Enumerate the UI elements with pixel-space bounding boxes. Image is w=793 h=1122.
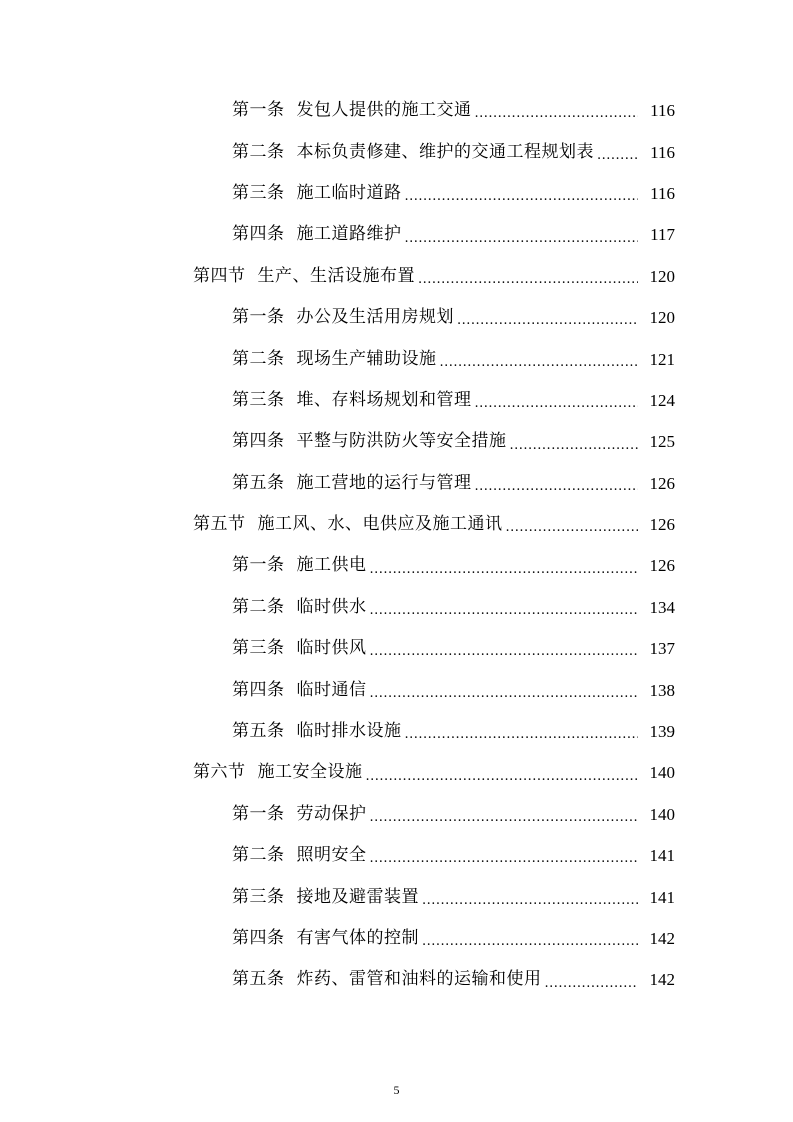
toc-entry-label: 第三条 <box>232 182 285 203</box>
toc-entry-label: 第二条 <box>232 596 285 617</box>
toc-entry-label: 第一条 <box>232 555 285 576</box>
toc-entry-page: 137 <box>649 639 675 659</box>
toc-entry-title: 接地及避雷装置 <box>296 886 419 907</box>
toc-entry-label: 第一条 <box>232 803 285 824</box>
toc-entry-label: 第一条 <box>232 307 285 328</box>
toc-entry-title: 有害气体的控制 <box>296 928 419 948</box>
toc-entry-page: 138 <box>649 680 675 700</box>
toc-entry-page: 124 <box>649 390 675 410</box>
toc-entry-label: 第二条 <box>232 845 285 866</box>
toc-entry-label: 第三条 <box>232 638 285 659</box>
toc-section-entry[interactable] <box>0 504 793 545</box>
toc-entry[interactable] <box>0 421 793 462</box>
toc-entry-page: 140 <box>649 763 675 783</box>
toc-entry-title: 堆、存料场规划和管理 <box>296 389 472 410</box>
toc-entry[interactable] <box>0 628 793 669</box>
toc-entry-page: 125 <box>649 432 675 452</box>
toc-entry-title: 临时供风 <box>296 638 367 659</box>
toc-entry-label: 第四节 <box>193 265 246 286</box>
toc-entry-title: 办公及生活用房规划 <box>296 307 454 328</box>
toc-entry[interactable] <box>0 380 793 421</box>
toc-dot-leader <box>405 728 639 752</box>
toc-entry-title: 临时排水设施 <box>296 721 402 742</box>
toc-entry[interactable] <box>0 918 793 959</box>
toc-entry-label: 第五节 <box>193 514 246 535</box>
toc-entry[interactable] <box>0 711 793 752</box>
toc-dot-leader <box>418 273 638 297</box>
toc-entry-title: 炸药、雷管和油料的运输和使用 <box>296 969 542 990</box>
toc-entry-page: 126 <box>649 515 675 535</box>
toc-entry-label: 第四条 <box>232 224 285 245</box>
toc-entry[interactable] <box>0 297 793 338</box>
toc-entry-page: 142 <box>649 929 675 948</box>
toc-entry-label: 第五条 <box>232 969 285 990</box>
toc-entry-title: 本标负责修建、维护的交通工程规划表 <box>296 141 594 162</box>
toc-entry-page: 116 <box>650 142 675 162</box>
toc-entry-title: 施工供电 <box>296 555 367 576</box>
toc-entry-page: 120 <box>649 266 675 286</box>
toc-dot-leader <box>506 521 639 545</box>
toc-entry-page: 140 <box>649 804 675 824</box>
toc-dot-leader <box>597 149 638 173</box>
toc-dot-leader <box>475 480 639 504</box>
toc-entry-title: 照明安全 <box>296 845 367 866</box>
toc-entry[interactable] <box>0 463 793 504</box>
toc-section-entry[interactable] <box>0 752 793 793</box>
toc-dot-leader <box>366 770 639 794</box>
toc-entry-page: 116 <box>650 183 675 203</box>
toc-entry-label: 第四条 <box>232 679 285 700</box>
toc-entry[interactable] <box>0 587 793 628</box>
toc-dot-leader <box>440 356 639 380</box>
toc-dot-leader <box>457 314 638 338</box>
toc-entry[interactable] <box>0 173 793 214</box>
toc-entry-page: 116 <box>650 101 675 121</box>
toc-entry[interactable] <box>0 214 793 255</box>
toc-entry-label: 第二条 <box>232 348 285 369</box>
toc-entry-page: 139 <box>649 722 675 742</box>
toc-entry-page: 141 <box>649 887 675 907</box>
toc-entry[interactable] <box>0 669 793 710</box>
toc-entry-label: 第五条 <box>232 472 285 493</box>
toc-entry[interactable] <box>0 545 793 586</box>
toc-entry[interactable] <box>0 794 793 835</box>
toc-entry-title: 发包人提供的施工交通 <box>296 100 472 121</box>
toc-entry[interactable] <box>0 338 793 379</box>
toc-dot-leader <box>475 397 639 421</box>
toc-entry-title: 临时通信 <box>296 679 367 700</box>
toc-entry-title: 临时供水 <box>296 596 367 617</box>
toc-dot-leader <box>405 190 639 214</box>
toc-entry-page: 126 <box>649 556 675 576</box>
toc-entry[interactable] <box>0 835 793 876</box>
toc-entry-page: 134 <box>649 597 675 617</box>
toc-dot-leader <box>510 439 639 463</box>
toc-entry[interactable] <box>0 131 793 172</box>
toc-entry-page: 121 <box>649 349 675 369</box>
toc-section-entry[interactable] <box>0 256 793 297</box>
toc-dot-leader <box>370 687 639 711</box>
toc-entry-label: 第三条 <box>232 886 285 907</box>
toc-entry-title: 施工风、水、电供应及施工通讯 <box>257 514 503 535</box>
toc-dot-leader <box>370 645 639 669</box>
toc-entry-label: 第四条 <box>232 928 285 948</box>
table-of-contents <box>0 90 793 1001</box>
toc-entry-label: 第二条 <box>232 141 285 162</box>
toc-entry-label: 第三条 <box>232 389 285 410</box>
toc-entry-title: 施工道路维护 <box>296 224 402 245</box>
toc-entry-title: 劳动保护 <box>296 803 367 824</box>
toc-entry-label: 第一条 <box>232 100 285 121</box>
toc-entry-title: 现场生产辅助设施 <box>296 348 437 369</box>
toc-dot-leader <box>370 852 639 876</box>
toc-entry[interactable] <box>0 959 793 1000</box>
toc-entry-label: 第四条 <box>232 431 285 452</box>
toc-dot-leader <box>370 604 639 628</box>
toc-dot-leader <box>422 935 638 959</box>
toc-entry[interactable] <box>0 876 793 917</box>
toc-entry-title: 平整与防洪防火等安全措施 <box>296 431 507 452</box>
toc-entry-page: 120 <box>649 308 675 328</box>
toc-entry-label: 第五条 <box>232 721 285 742</box>
toc-entry-page: 141 <box>649 846 675 866</box>
toc-dot-leader <box>405 232 639 256</box>
toc-entry-page: 142 <box>649 970 675 990</box>
toc-entry-page: 117 <box>650 225 675 245</box>
toc-entry-page: 126 <box>649 473 675 493</box>
toc-entry-label: 第六节 <box>193 762 246 783</box>
toc-dot-leader <box>370 811 639 835</box>
toc-entry-title: 施工安全设施 <box>257 762 363 783</box>
toc-entry-title: 施工临时道路 <box>296 182 402 203</box>
toc-entry-title: 施工营地的运行与管理 <box>296 472 472 493</box>
toc-dot-leader <box>475 107 639 131</box>
toc-dot-leader <box>422 894 638 918</box>
page-number: 5 <box>393 1083 400 1097</box>
toc-dot-leader <box>370 563 639 587</box>
toc-dot-leader <box>545 977 639 1001</box>
toc-entry[interactable] <box>0 90 793 131</box>
toc-entry-title: 生产、生活设施布置 <box>257 265 415 286</box>
